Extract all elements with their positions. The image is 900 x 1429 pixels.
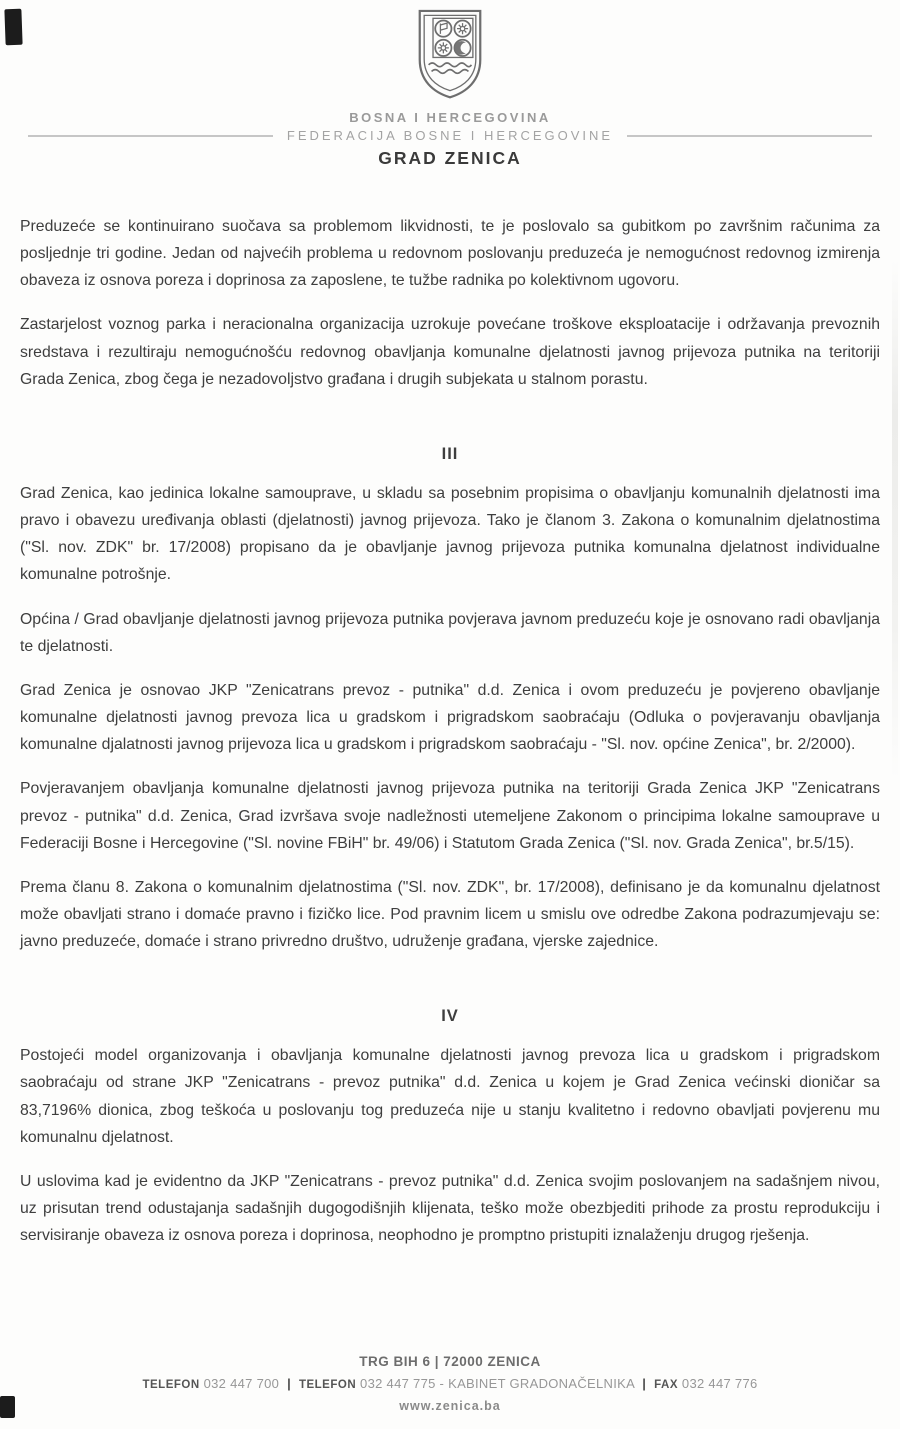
website-link[interactable]: www.zenica.ba	[399, 1399, 501, 1413]
document-body	[0, 213, 900, 1266]
section-heading-iv: IV	[441, 1007, 459, 1026]
telefon2-number: 032 447 775 - KABINET GRADONAČELNIKA	[360, 1376, 635, 1391]
fax-number: 032 447 776	[681, 1376, 758, 1391]
letterhead	[0, 0, 900, 169]
section-heading-iii: III	[441, 444, 459, 463]
separator: |	[642, 1376, 647, 1391]
scan-artifact-top-left	[4, 9, 22, 46]
paragraph: Preduzeće se kontinuirano suočava sa problemom likvidnosti, te je poslovalo sa gubitkom po završnim računima za posljednje tri godine. Jedan od najvećih problema u redovnom poslovanju preduzeća je nemogućnost redovnog izmirenja obaveza iz osnova poreza i doprinosa za zaposlene, te tužbe radnika po kolektivnom ugovoru.	[20, 218, 880, 290]
telefon-label: TELEFON	[142, 1379, 200, 1391]
telefon-number: 032 447 700	[203, 1376, 280, 1391]
paragraph: U uslovima kad je evidentno da JKP "Zenicatrans - prevoz putnika" d.d. Zenica svojim poslovanjem na sadašnjem nivou, uz prisutan trend odustajanja sadašnjih dugogodišnjih klijenata, teško može obezbjediti prihode za prostu reprodukciju i servisiranje obaveza iz osnova poreza i doprinosa, neophodno je promptno pristupiti iznalaženju drugog rješenja.	[20, 1172, 880, 1245]
address-line: TRG BIH 6 | 72000 ZENICA	[359, 1354, 541, 1369]
contact-line	[20, 1376, 880, 1391]
coat-of-arms-icon	[413, 8, 487, 106]
paragraph: Grad Zenica, kao jedinica lokalne samouprave, u skladu sa posebnim propisima o obavljanju komunalnih djelatnosti ima pravo i obavezu uređivanja oblasti (djelatnosti) javnog prijevoza. Tako je članom 3. Zakona o komunalnim djelatnostima ("Sl. nov. ZDK" br. 17/2008) propisano da je obavljanje javnog prijevoza putnika komunalna djelatnost individualne komunalne potrošnje.	[20, 484, 880, 584]
separator: |	[287, 1376, 292, 1391]
paragraph: Povjeravanjem obavljanja komunalne djelatnosti javnog prijevoza putnika na teritoriji Grada Zenica JKP "Zenicatrans prevoz - putnika" d.d. Zenica, Grad izvršava svoje nadležnosti utemeljene Zakonom o principima lokalne samouprave u Federaciji Bosne i Hercegovine ("Sl. novine FBiH" br. 49/06) i Statutom Grada Zenica ("Sl. nov. Grada Zenica", br.5/15).	[20, 780, 880, 852]
paragraph: Općina / Grad obavljanje djelatnosti javnog prijevoza putnika povjerava javnom preduzeću koje je osnovano radi obavljanja te djelatnosti.	[20, 610, 880, 655]
telefon2-label: TELEFON	[298, 1379, 357, 1391]
scan-streak	[892, 260, 898, 780]
country-label: BOSNA I HERCEGOVINA	[349, 110, 551, 125]
scan-artifact-bottom-left	[0, 1396, 15, 1418]
fax-label: FAX	[654, 1379, 678, 1391]
page-footer	[0, 1340, 900, 1429]
paragraph: Grad Zenica je osnovao JKP "Zenicatrans prevoz - putnika" d.d. Zenica i ovom preduzeću je povjereno obavljanje komunalne djelatnosti javnog prevoza lica u gradskom i prigradskom saobraćaju (Odluka o povjeravanju obavljanja komunalne djalatnosti javnog prijevoza lica u gradskom i prigradskom saobraćaju - "Sl. nov. općine Zenica", br. 2/2000).	[20, 681, 880, 754]
divider-line-right	[627, 135, 872, 137]
paragraph: Postojeći model organizovanja i obavljanja komunalne djelatnosti javnog prevoza lica u gradskom i prigradskom saobraćaju od strane JKP "Zenicatrans - prevoz putnika" d.d. Zenica u kojem je Grad Zenica većinski dioničar sa 83,7196% dionica, zbog teškoća u poslovanju tog preduzeća nije u stanju kvalitetno i redovno obavljati povjerenu mu komunalnu djelatnost.	[20, 1047, 880, 1146]
federation-label: FEDERACIJA BOSNE I HERCEGOVINE	[286, 128, 614, 143]
paragraph: Zastarjelost voznog parka i neracionalna organizacija uzrokuje povećane troškove eksploatacije i održavanja prevoznih sredstava i rezultiraju nemogućnošću redovnog obavljanja komunalne djelatnosti javnog prijevoza putnika na teritoriji Grada Zenica, zbog čega je nezadovoljstvo građana i drugih subjekata u stalnom porastu.	[20, 316, 880, 388]
city-title: GRAD ZENICA	[378, 148, 522, 168]
divider-line-left	[28, 135, 273, 137]
federation-row	[0, 128, 900, 143]
paragraph: Prema članu 8. Zakona o komunalnim djelatnostima ("Sl. nov. ZDK", br. 17/2008), definisano je da komunalnu djelatnost može obavljati strano i domaće pravno i fizičko lice. Pod pravnim licem u smislu ove odredbe Zakona podrazumjevaju se: javno preduzeće, domaće i strano privredno društvo, udruženje građana, vjerske zajednice.	[20, 878, 880, 951]
